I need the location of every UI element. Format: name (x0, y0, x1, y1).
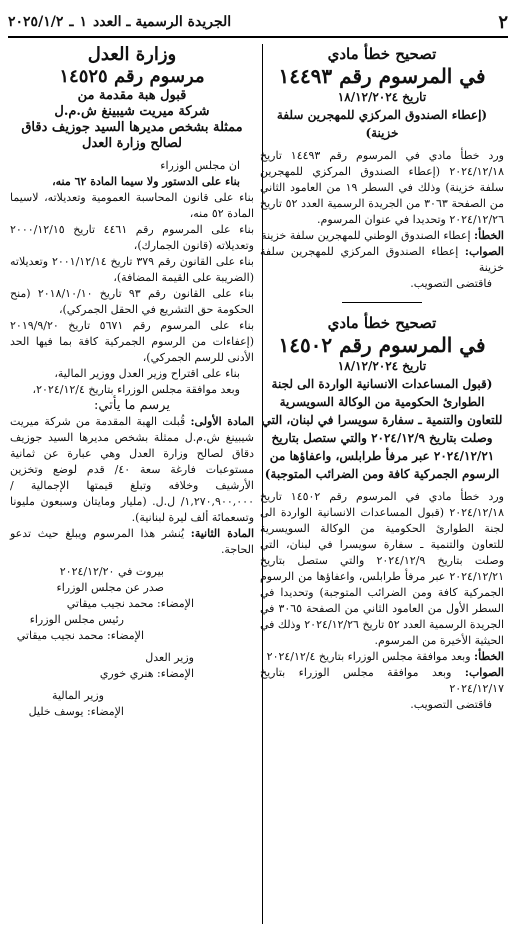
correction2-body: ورد خطأ مادي في المرسوم رقم ١٤٥٠٢ تاريخ ٢٠٢٤/١٢/١٨ (قبول المساعدات الانسانية الواردة الى لجنة الطوارئ الحكومية من الوكالة السويسرية للتعاون والتنمية ـ سفارة سويسرا في لبنان، التي وصلت بتاريخ ٢٠٢٤/١٢/٩ والتي ستصل بتاريخ ٢٠٢٤/١٢/٢١ عبر مرفأ طرابلس، واعفاؤها من الرسوم الجمركية كافة ومن الضرائب المتوجبة) وتحديدا في السطر الأول من العامود الثاني من الصفحة ٣٠٦٥ في الجريدة الرسمية العدد ٥٢ تاريخ ٢٠٢٤/١٢/٢٦ وذلك في الحيثية الأخيرة من المرسوم. (260, 490, 505, 647)
basis-3: بناء على القانون رقم ٣٧٩ تاريخ ٢٠٠١/١٢/١٤ وتعديلاته (الضريبة على القيمة المضافة)، (10, 255, 254, 284)
sig-3-role: وزير العدل (145, 651, 194, 664)
error-label: الخطأ: (474, 229, 504, 242)
decree-subject-1: قبول هبة مقدمة من (77, 88, 187, 103)
basis-7: وبعد موافقة مجلس الوزراء بتاريخ ٢٠٢٤/١٢/٤، (32, 383, 240, 396)
correction2-subject: (قبول المساعدات الانسانية الواردة الى لجنة الطوارئ الحكومية من الوكالة السويسرية للتعاون والتنمية ـ سفارة سويسرا في لبنان، التي وصلت بتاريخ ٢٠٢٤/١٢/٩ والتي ستصل بتاريخ ٢٠٢٤/١٢/٢١ عبر مرفأ طرابلس، واعفاؤها من الرسوم الجمركية كافة ومن الضرائب المتوجبة) (261, 377, 503, 481)
sig-3-name: الإمضاء: هنري خوري (99, 667, 194, 680)
basis-4: بناء على القانون رقم ٩٣ تاريخ ٢٠١٨/١٠/١٠ (منح الحكومة حق التشريع في الحقل الجمركي)، (10, 287, 254, 316)
article-1-label: المادة الأولى: (190, 415, 254, 428)
correct-label: الصواب: (464, 666, 504, 679)
sig-1-role: صدر عن مجلس الوزراء (56, 581, 164, 594)
correction1-body: ورد خطأ مادي في المرسوم رقم ١٤٤٩٣ تاريخ ٢٠٢٤/١٢/١٨ (إعطاء الصندوق المركزي للمهجرين سلفة خزينة) وذلك في السطر ١٩ من العامود الثاني من الصفحة ٣٠٦٣ من الجريدة الرسمية العدد ٥٢ تاريخ ٢٠٢٤/١٢/٢٦ وتحديدا في عنوان المرسوم. (260, 149, 504, 226)
correction1-decree: في المرسوم رقم ١٤٤٩٣ (278, 64, 486, 88)
issue-number: ١ (79, 14, 87, 30)
correct-text: إعطاء الصندوق المركزي للمهجرين سلفة خزينة (260, 245, 504, 274)
basis-1: بناء على قانون المحاسبة العمومية وتعديلاته، لاسيما المادة ٥٢ منه، (10, 191, 254, 220)
section-separator (342, 302, 422, 303)
error-text: إعطاء الصندوق الوطني للمهجرين سلفة خزينة (261, 229, 471, 242)
correction1-closing: فاقتضى التصويب. (410, 277, 492, 290)
basis-2: بناء على المرسوم رقم ٤٤٦١ تاريخ ٢٠٠٠/١٢/١٥ وتعديلاته (قانون الجمارك)، (10, 223, 255, 252)
decrees-intro: يرسم ما يأتي: (94, 398, 170, 413)
correction2-error (260, 649, 504, 665)
decree-subject-4: لصالح وزارة العدل (82, 136, 182, 151)
basis-constitution: بناء على الدستور ولا سيما المادة ٦٢ منه، (52, 175, 240, 188)
decree-subject-3: ممثلة بشخص مديرها السيد جوزيف دقاق (21, 120, 243, 135)
correction2-correct (260, 665, 504, 697)
article-2 (10, 526, 254, 558)
place-date: بيروت في ٢٠٢٤/١٢/٢٠ (59, 565, 164, 578)
gazette-issue: الجريدة الرسمية ـ العدد ١ ـ ٢٠٢٥/١/٢ (8, 14, 232, 30)
sig-2-name: الإمضاء: محمد نجيب ميقاتي (16, 629, 144, 642)
correction1-correct (260, 244, 504, 276)
header-rule (8, 36, 508, 38)
right-column (260, 44, 504, 713)
correct-label: الصواب: (464, 245, 504, 258)
correction1-title: تصحيح خطأ مادي (327, 45, 437, 63)
correction1-subject: (إعطاء الصندوق المركزي للمهجرين سلفة خزينة) (276, 108, 488, 140)
correction2-date: تاريخ ١٨/١٢/٢٠٢٤ (337, 359, 427, 373)
left-column (10, 44, 254, 720)
correction1-date: تاريخ ١٨/١٢/٢٠٢٤ (337, 90, 427, 104)
page-number: ٢ (498, 11, 508, 33)
article-1 (10, 414, 254, 526)
sig-1-name: الإمضاء: محمد نجيب ميقاتي (66, 597, 194, 610)
decree-subject-2: شركة ميريت شيبينغ ش.م.ل (54, 104, 210, 119)
article-1-text: قُبلت الهبة المقدمة من شركة ميريت شيبينغ ش.م.ل ممثلة بشخص مديرها السيد جوزيف دقاق لصالح وزارة العدل وهي عبارة عن ثمانية مستوعبات فارغة سعة ٤٠/ قدم لوضع وتخزين الأرشيف وخلافه وتبلغ قيمتها الإجمالية /١,٢٧٠,٩٠٠,٠٠٠/ ل.ل. (مليار ومايتان وسبعون مليونا وتسعمائة ألف ليرة لبنانية). (10, 415, 255, 524)
basis-6: بناء على اقتراح وزير العدل ووزير المالية، (54, 367, 240, 380)
decree-number: مرسوم رقم ١٤٥٢٥ (59, 66, 205, 87)
signatures (10, 564, 254, 720)
sig-4-role: وزير المالية (52, 689, 104, 702)
article-2-label: المادة الثانية: (190, 527, 255, 540)
basis-5: بناء على المرسوم رقم ٥٦٧١ تاريخ ٢٠١٩/٩/٢٠ (إعفاءات من الرسوم الجمركية كافة بما فيها الحد الأدنى للرسم الجمركي)، (10, 319, 255, 364)
ministry-title: وزارة العدل (87, 44, 177, 65)
error-text: وبعد موافقة مجلس الوزراء بتاريخ ٢٠٢٤/١٢/٤ (266, 650, 471, 663)
correction1-error (260, 228, 504, 244)
article-2-text: يُنشر هذا المرسوم ويبلغ حيث تدعو الحاجة. (10, 527, 254, 556)
sig-2-role: رئيس مجلس الوزراء (29, 613, 124, 626)
correction2-title: تصحيح خطأ مادي (327, 314, 437, 332)
sig-4-name: الإمضاء: يوسف خليل (28, 705, 124, 718)
error-label: الخطأ: (474, 650, 504, 663)
page-header (8, 10, 508, 34)
issue-date: ٢٠٢٥/١/٢ (8, 14, 64, 30)
gazette-title: الجريدة الرسمية ـ العدد (92, 14, 232, 30)
correct-text: وبعد موافقة مجلس الوزراء بتاريخ ٢٠٢٤/١٢/١٧ (260, 666, 504, 695)
correction2-decree: في المرسوم رقم ١٤٥٠٢ (278, 333, 486, 357)
correction2-closing: فاقتضى التصويب. (410, 698, 492, 711)
preamble-title: ان مجلس الوزراء (160, 159, 240, 172)
